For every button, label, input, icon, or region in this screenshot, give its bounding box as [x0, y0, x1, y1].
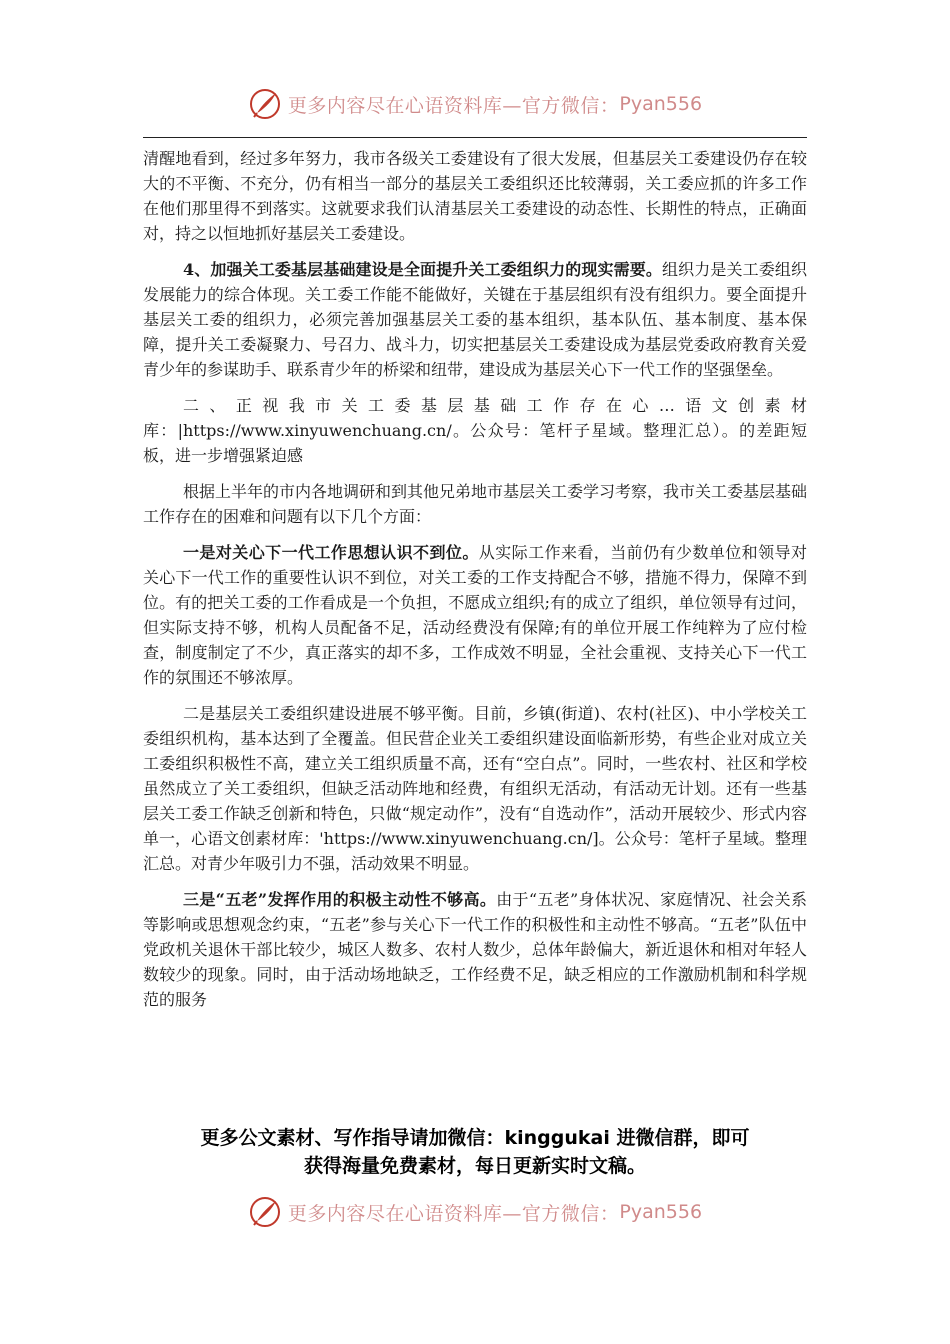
- paragraph-3: 二、正视我市关工委基层基础工作存在心…语文创素材库：|https://www.xinyuwenchuang.cn/。公众号：笔杆子星域。整理汇总）。的差距短板，进一步增强紧迫感: [143, 396, 807, 465]
- quill-logo-icon: [248, 87, 282, 121]
- paragraph-2-heading: 4、加强关工委基层基础建设是全面提升关工委组织力的现实需要。: [183, 260, 662, 279]
- header-wechat-id: Pyan556: [619, 93, 703, 115]
- paragraph-6: 二是基层关工委组织建设进展不够平衡。目前，乡镇(街道)、农村(社区)、中小学校关工委组织机构，基本达到了全覆盖。但民营企业关工委组织建设面临新形势，有些企业对成立关工委组织积极性不高，建立关工组织质量不高，还有“空白点”。同时，一些农村、社区和学校虽然成立了关工委组织，但缺乏活动阵地和经费，有组织无活动，有活动无计划。还有一些基层关工委工作缺乏创新和特色，只做“规定动作”，没有“自选动作”，活动开展较少、形式内容单一，心语文创素材库：'https://www.xinyuwenchuang.cn/]。公众号：笔杆子星域。整理汇总。对青少年吸引力不强，活动效果不明显。: [143, 704, 807, 873]
- footer-wechat-id: Pyan556: [619, 1201, 703, 1223]
- paragraph-2-text: 组织力是关工委组织发展能力的综合体现。关工委工作能不能做好，关键在于基层组织有没有组织力。要全面提升基层关工委的组织力，必须完善加强基层关工委的基本组织，基本队伍、基本制度、基本保障，提升关工委凝聚力、号召力、战斗力，切实把基层关工委建设成为基层党委政府教育关爱青少年的参谋助手、联系青少年的桥梁和纽带，建设成为基层关心下一代工作的坚强堡垒。: [143, 260, 807, 379]
- footer-watermark: [0, 1192, 950, 1232]
- promo-banner: [120, 1124, 830, 1180]
- paragraph-5: [143, 540, 807, 690]
- header-watermark: [0, 84, 950, 124]
- promo-line-1: 更多公文素材、写作指导请加微信：kinggukai 进微信群，即可: [200, 1127, 750, 1149]
- promo-line-2: 获得海量免费素材，每日更新实时文稿。: [303, 1155, 646, 1177]
- header-divider: [143, 137, 807, 138]
- document-body: [143, 146, 807, 1023]
- paragraph-4: 根据上半年的市内各地调研和到其他兄弟地市基层关工委学习考察，我市关工委基层基础工作存在的困难和问题有以下几个方面：: [143, 482, 808, 526]
- quill-logo-icon: [248, 1195, 282, 1229]
- paragraph-2: [143, 257, 807, 382]
- paragraph-5-heading: 一是对关心下一代工作思想认识不到位。: [183, 543, 479, 562]
- paragraph-5-text: 从实际工作来看，当前仍有少数单位和领导对关心下一代工作的重要性认识不到位，对关工委的工作支持配合不够，措施不得力，保障不到位。有的把关工委的工作看成是一个负担，不愿成立组织;有的成立了组织，单位领导有过问，但实际支持不够，机构人员配备不足，活动经费没有保障;有的单位开展工作纯粹为了应付检查，制度制定了不少，真正落实的却不多，工作成效不明显，全社会重视、支持关心下一代工作的氛围还不够浓厚。: [143, 543, 807, 687]
- header-text: 更多内容尽在心语资料库—官方微信：: [287, 94, 620, 117]
- paragraph-7: [143, 887, 807, 1012]
- paragraph-1: 清醒地看到，经过多年努力，我市各级关工委建设有了很大发展，但基层关工委建设仍存在较大的不平衡、不充分，仍有相当一部分的基层关工委组织还比较薄弱，关工委应抓的许多工作在他们那里得不到落实。这就要求我们认清基层关工委建设的动态性、长期性的特点，正确面对，持之以恒地抓好基层关工委建设。: [143, 149, 807, 243]
- paragraph-7-heading: 三是“五老”发挥作用的积极主动性不够高。: [183, 890, 497, 909]
- footer-text: 更多内容尽在心语资料库—官方微信：: [287, 1202, 620, 1225]
- paragraph-7-text: 由于“五老”身体状况、家庭情况、社会关系等影响或思想观念约束，“五老”参与关心下一代工作的积极性和主动性不够高。“五老”队伍中党政机关退休干部比较少，城区人数多、农村人数少，总体年龄偏大，新近退休和相对年轻人数较少的现象。同时，由于活动场地缺乏，工作经费不足，缺乏相应的工作激励机制和科学规范的服务: [143, 890, 807, 1009]
